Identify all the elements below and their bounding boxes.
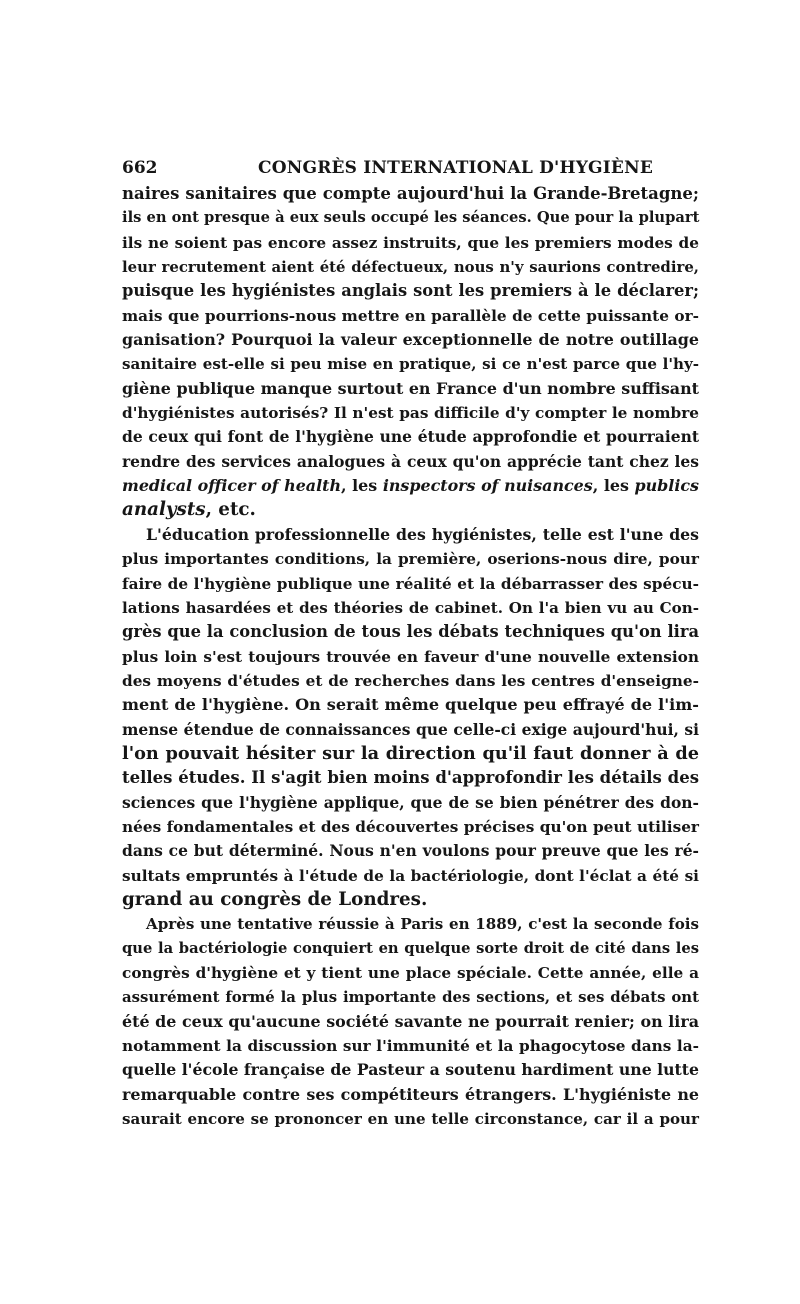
page-number: 662 <box>122 158 158 178</box>
text-line: mais que pourrions-nous mettre en parallèle de cette puissante or- <box>122 306 699 325</box>
italic-term: publics <box>634 476 699 496</box>
running-header <box>122 157 697 179</box>
text-line-italic-terms <box>122 498 699 522</box>
text-line: ganisation? Pourquoi la valeur exceptionnelle de notre outillage <box>122 330 699 350</box>
text-line: nées fondamentales et des découvertes précises qu'on peut utiliser <box>122 817 699 836</box>
body-text <box>122 182 699 1131</box>
text-line: ils ne soient pas encore assez instruits, que les premiers modes de <box>122 233 699 252</box>
text-line: des moyens d'études et de recherches dans les centres d'enseigne- <box>122 671 699 690</box>
text-line: grand au congrès de Londres. <box>122 888 428 910</box>
text-line: été de ceux qu'aucune société savante ne pourrait renier; on lira <box>122 1011 699 1031</box>
text-line: saurait encore se prononcer en une telle circonstance, car il a pour <box>122 1110 699 1129</box>
text-line: rendre des services analogues à ceux qu'on apprécie tant chez les <box>122 451 699 471</box>
text-line: grès que la conclusion de tous les débats techniques qu'on lira <box>122 622 699 642</box>
text-line: d'hygiénistes autorisés? Il n'est pas difficile d'y compter le nombre <box>122 404 699 423</box>
text-line: plus loin s'est toujours trouvée en faveur d'une nouvelle extension <box>122 647 699 666</box>
text-line: remarquable contre ses compétiteurs étrangers. L'hygiéniste ne <box>122 1084 699 1104</box>
text-line: de ceux qui font de l'hygiène une étude approfondie et pourraient <box>122 427 699 447</box>
paragraph-first-line: Après une tentative réussie à Paris en 1889, c'est la seconde fois <box>146 915 699 934</box>
text-line: que la bactériologie conquiert en quelque sorte droit de cité dans les <box>122 939 699 957</box>
italic-term: medical officer of health <box>122 476 342 496</box>
text-line: lations hasardées et des théories de cabinet. On l'a bien vu au Con- <box>122 598 699 617</box>
text-line: notamment la discussion sur l'immunité et la phagocytose dans la- <box>122 1037 699 1056</box>
text-fragment: , etc. <box>205 499 256 521</box>
text-line: plus importantes conditions, la première, oserions-nous dire, pour <box>122 550 699 569</box>
text-line: faire de l'hygiène publique une réalité et la débarrasser des spécu- <box>122 574 699 593</box>
text-line: sanitaire est-elle si peu mise en pratique, si ce n'est parce que l'hy- <box>122 355 699 374</box>
text-line: ils en ont presque à eux seuls occupé les séances. Que pour la plupart <box>122 209 700 227</box>
text-line: l'on pouvait hésiter sur la direction qu'il faut donner à de <box>122 742 699 764</box>
text-line: quelle l'école française de Pasteur a soutenu hardiment une lutte <box>122 1060 699 1080</box>
running-title: CONGRÈS INTERNATIONAL D'HYGIÈNE <box>258 158 653 178</box>
text-line: congrès d'hygiène et y tient une place spéciale. Cette année, elle a <box>122 964 699 982</box>
text-line: leur recrutement aient été défectueux, nous n'y saurions contredire, <box>122 258 699 277</box>
text-fragment: , les <box>341 476 383 496</box>
italic-term: inspectors of nuisances <box>382 476 593 496</box>
text-line-italic-terms <box>122 474 699 498</box>
text-line: naires sanitaires que compte aujourd'hui la Grande-Bretagne; <box>122 184 699 203</box>
text-line: telles études. Il s'agit bien moins d'approfondir les détails des <box>122 768 699 788</box>
text-line: assurément formé la plus importante des sections, et ses débats ont <box>122 988 699 1007</box>
text-fragment: , les <box>592 476 635 496</box>
text-line: giène publique manque surtout en France d'un nombre suffisant <box>122 378 699 398</box>
text-line: sultats empruntés à l'étude de la bactériologie, dont l'éclat a été si <box>122 866 699 885</box>
paragraph-first-line: L'éducation professionnelle des hygiénistes, telle est l'une des <box>146 524 699 544</box>
text-line: puisque les hygiénistes anglais sont les premiers à le déclarer; <box>122 281 699 301</box>
italic-term: analysts <box>122 499 206 521</box>
text-line: ment de l'hygiène. On serait même quelque peu effrayé de l'im- <box>122 695 699 715</box>
text-line: mense étendue de connaissances que celle-ci exige aujourd'hui, si <box>122 719 699 739</box>
text-line: sciences que l'hygiène applique, que de se bien pénétrer des don- <box>122 792 699 812</box>
text-line: dans ce but déterminé. Nous n'en voulons pour preuve que les ré- <box>122 841 699 861</box>
